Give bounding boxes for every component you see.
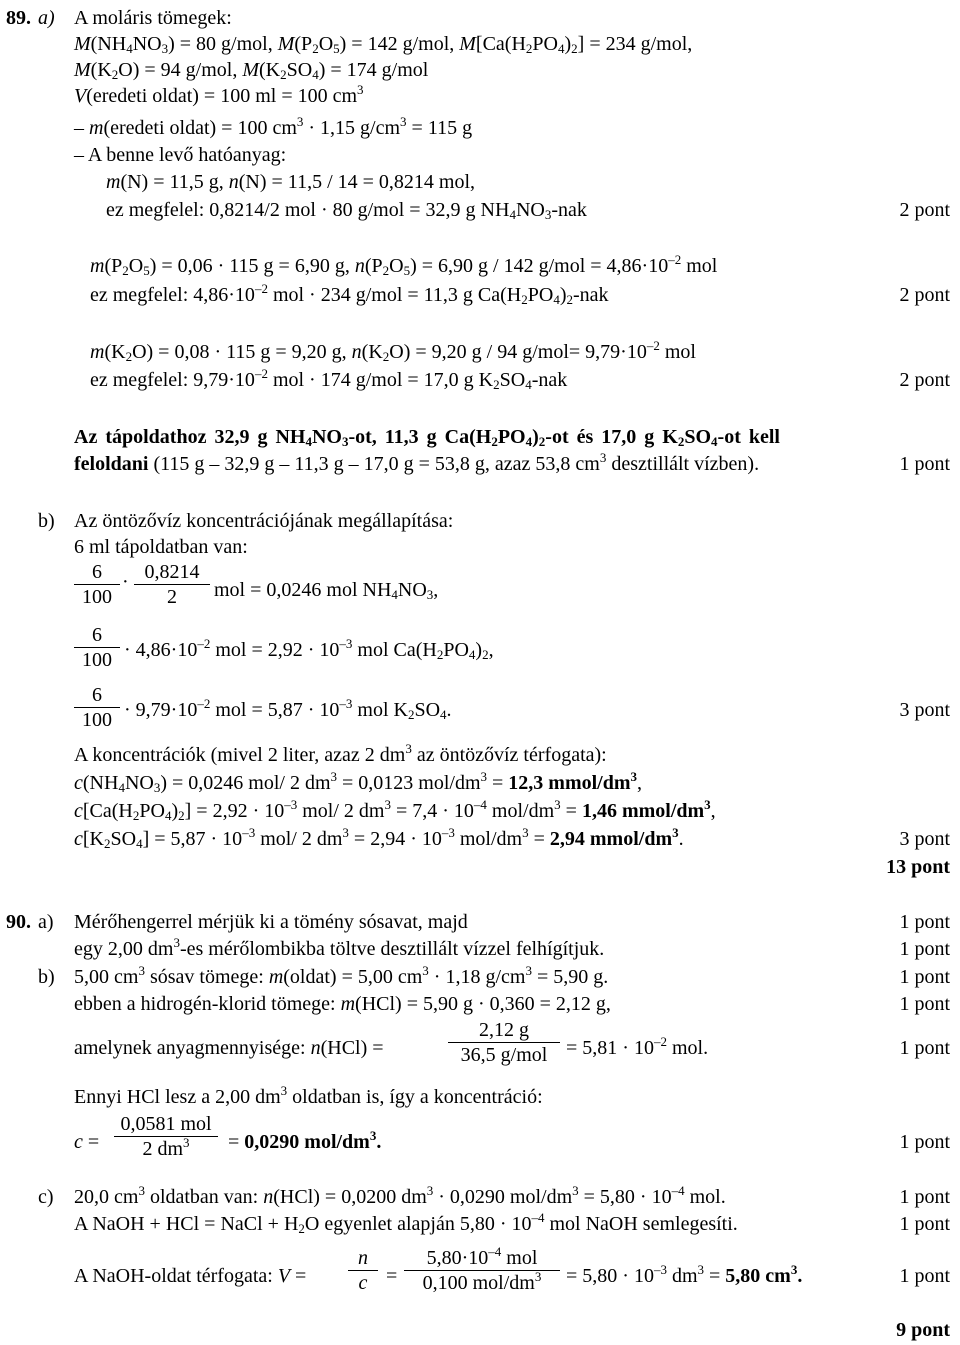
fraction-concentration: 0,0581 mol 2 $dm^3$ xyxy=(114,1112,218,1161)
summary-line-1: Az tápoldathoz 32,9 g $NH_4NO_3-ot$, 11,3 g $Ca(H_2PO_4)_2-ot$ és 17,0 g $K_2SO_4-ot$ kell xyxy=(74,426,780,449)
nh4no3-amount: mol = 0,0246 mol $NH_4NO_3$, xyxy=(214,579,439,602)
p90-a-line-1: Mérőhengerrel mérjük ki a tömény sósavat, majd xyxy=(74,911,468,933)
score-1: 2 pont xyxy=(899,199,950,221)
score-4: 1 pont xyxy=(899,453,950,475)
score-2: 2 pont xyxy=(899,284,950,306)
p90-volume-label: A NaOH-oldat térfogata: V = xyxy=(74,1265,307,1287)
nh4no3-equiv-line: ez megfelel: 0,8214/2 mol · 80 g/mol = 32,9 g $NH_4NO_3$-nak xyxy=(106,199,587,222)
p90-part-b-label: b) xyxy=(38,966,55,988)
p90-part-a-label: a) xyxy=(38,911,54,933)
p90-b-concentration-intro: Ennyi HCl lesz a 2,00 $dm^3$ oldatban is, így a koncentráció: xyxy=(74,1083,543,1108)
k2o-line: $m(K_2O) = 0,08 \cdot 115$ g = 9,20 g, $n(K_2O) = 9,20$ g / 94 $g/mol= 9,79\cdot 10^{-2}$ mol xyxy=(90,338,696,364)
part-a-label: a) xyxy=(38,7,55,29)
p90-c-line-1: 20,0 $cm^3$ oldatban van: n(HCl) = 0,0200 $dm^3 \cdot 0,0290$ mol/$dm^3 = 5,80 \cdot 10^{-4}$ mol. xyxy=(74,1183,726,1208)
six-ml-label: 6 ml tápoldatban van: xyxy=(74,536,248,558)
p90-c-label: c = xyxy=(74,1131,100,1153)
total-90: 9 pont xyxy=(896,1319,950,1341)
volume-line: V(eredeti oldat) = 100 ml = 100 $cm^3$ xyxy=(74,82,364,107)
p90-part-c-label: c) xyxy=(38,1186,54,1208)
conc-k2so4: $c[K_2SO_4] = 5,87 \cdot 10^{-3}$ mol/ 2 $dm^3 = 2,94 \cdot 10^{-3}$ mol/$dm^3 = 2,94$ mmol/$dm^3$. xyxy=(74,825,684,851)
p90-score-1: 1 pont xyxy=(899,911,950,933)
k2so4-amount: · $9,79\cdot 10^{-2}$ mol = $5,87 \cdot 10^{-3}$ mol $K_2SO_4$. xyxy=(124,696,452,722)
p2o5-line: $m(P_2O_5) = 0,06 \cdot 115$ g = 6,90 g, $n(P_2O_5) = 6,90$ g / 142 $g/mol = 4,86\cdot 10^{-2}$ mol xyxy=(90,252,718,278)
k2so4-equiv-line: ez megfelel: $9,79\cdot 10^{-2}$ mol · 174 g/mol = 17,0 g $K_2SO_4$-nak xyxy=(90,366,568,392)
fraction-08214-2: $\frac{0,8214}{2}$ xyxy=(134,560,210,609)
molar-masses-line-2: $M(K_2O) = 94$ g/mol, $M(K_2SO_4) = 174$ g/mol xyxy=(74,59,429,82)
p90-a-line-2: egy 2,00 $dm^3-es$ mérőlombikba töltve desztillált vízzel felhígítjuk. xyxy=(74,935,605,960)
molar-mass-title: A moláris tömegek: xyxy=(74,7,232,29)
p90-b-amount-result: = $5,81 \cdot 10^{-2}$ mol. xyxy=(566,1034,709,1059)
concentration-intro: A koncentrációk (mivel 2 liter, azaz 2 $dm^3$ az öntözővíz térfogata): xyxy=(74,741,607,766)
p90-score-3: 1 pont xyxy=(899,966,950,988)
problem-number-90: 90. xyxy=(6,911,31,933)
nitrogen-line: m(N) = 11,5 g, n(N) = 11,5 / 14 = 0,8214 mol, xyxy=(106,171,476,193)
p90-score-4: 1 pont xyxy=(899,993,950,1015)
p90-score-2: 1 pont xyxy=(899,938,950,960)
p90-b-line-2: ebben a hidrogén-klorid tömege: m(HCl) = 5,90 g · 0,360 = 2,12 g, xyxy=(74,993,611,1015)
p90-b-line-1: 5,00 $cm^3$ sósav tömege: m(oldat) = 5,00 $cm^3 \cdot 1,18$ $g/cm^3 = 5,90$ g. xyxy=(74,963,609,988)
fraction-6-100-b: $\frac{6}{100}$ xyxy=(74,623,120,672)
score-6: 3 pont xyxy=(899,828,950,850)
summary-line-2: feloldani (115 g – 32,9 g – 11,3 g – 17,0 g = 53,8 g, azaz 53,8 $cm^3$ desztillált vízben). xyxy=(74,450,760,475)
fraction-6-100-a: $\frac{6}{100}$ xyxy=(74,560,120,609)
molar-masses-line-1: $M(NH_4NO_3) = 80$ g/mol, $M(P_2O_5) = 142$ g/mol, $M[Ca(H_2PO_4)_2] = 234$ g/mol, xyxy=(74,33,693,56)
p90-volume-result: = $5,80 \cdot 10^{-3}$ $dm^3 = 5,80$ $cm^3$. xyxy=(566,1262,803,1287)
p90-c-line-2: A NaOH + HCl = NaCl + $H_2O$ egyenlet alapján $5,80 \cdot 10^{-4}$ mol NaOH semlegesíti. xyxy=(74,1210,738,1236)
problem-number-89: 89. xyxy=(6,7,31,29)
ca-equiv-line: ez megfelel: $4,86\cdot 10^{-2}$ mol · 234 g/mol = 11,3 g $Ca(H_2PO_4)_2$-nak xyxy=(90,281,609,307)
p90-score-9: 1 pont xyxy=(899,1265,950,1287)
p90-score-5: 1 pont xyxy=(899,1037,950,1059)
part-b-label: b) xyxy=(38,510,55,532)
p90-b-amount-label: amelynek anyagmennyisége: n(HCl) = xyxy=(74,1037,384,1059)
total-89: 13 pont xyxy=(886,856,950,878)
conc-nh4no3: $c(NH_4NO_3) = 0,0246$ mol/ 2 $dm^3 = 0,0123$ mol/$dm^3 = 12,3$ mmol/$dm^3$, xyxy=(74,769,643,795)
fraction-volume: $5,80\cdot 10^{-4}$ mol 0,100 mol/$dm^3$ xyxy=(404,1246,560,1295)
part-b-title: Az öntözővíz koncentrációjának megállapítása: xyxy=(74,510,454,532)
conc-ca: $c[Ca(H_2PO_4)_2] = 2,92 \cdot 10^{-3}$ mol/ 2 $dm^3 = 7,4 \cdot 10^{-4}$ mol/$dm^3 = 1,46$ mmol/$dm^3$, xyxy=(74,797,716,823)
fraction-6-100-c: $\frac{6}{100}$ xyxy=(74,683,120,732)
p90-concentration-result: = 0,0290 mol/$dm^3$. xyxy=(228,1128,382,1153)
fraction-hcl-mol: 2,12 g 36,5 g/mol xyxy=(448,1018,560,1067)
score-5: 3 pont xyxy=(899,699,950,721)
score-3: 2 pont xyxy=(899,369,950,391)
p90-score-6: 1 pont xyxy=(899,1131,950,1153)
p90-score-7: 1 pont xyxy=(899,1186,950,1208)
fraction-n-c: $\frac{n}{c}$ xyxy=(348,1246,378,1295)
active-ingredient-label: – A benne levő hatóanyag: xyxy=(74,144,287,166)
mass-line: – m(eredeti oldat) = 100 $cm^3 \cdot 1,15$ $g/cm^3 = 115$ g xyxy=(74,114,473,139)
p90-score-8: 1 pont xyxy=(899,1213,950,1235)
ca-amount: · $4,86\cdot 10^{-2}$ mol = $2,92 \cdot 10^{-3}$ mol $Ca(H_2PO_4)_2$, xyxy=(124,636,494,662)
